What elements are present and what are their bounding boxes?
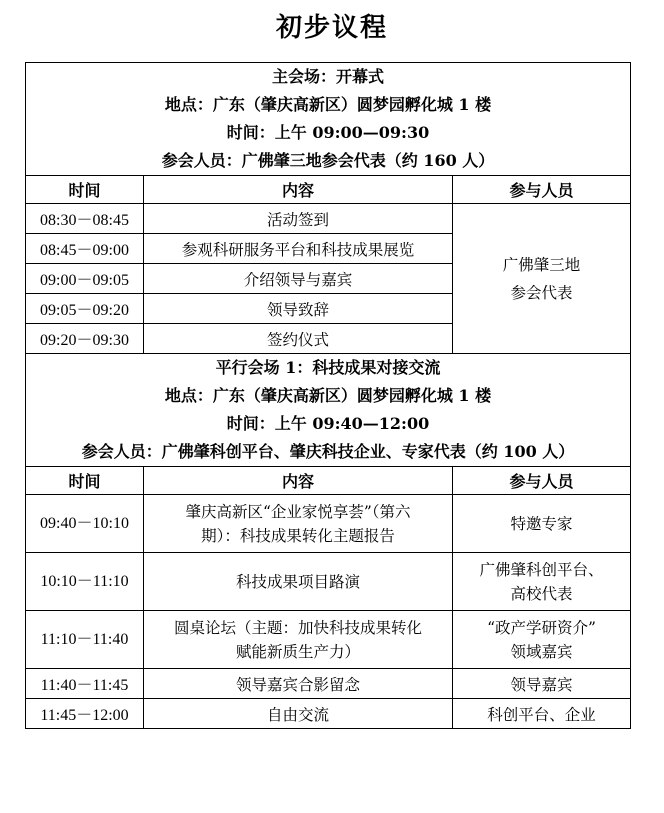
- participants-line: 参会代表: [510, 283, 573, 302]
- row-participants: [453, 611, 631, 669]
- row-time: 11:40－11:45: [26, 669, 144, 699]
- row-participants: 特邀专家: [453, 495, 631, 553]
- session-1-time: 时间：上午 09:00—09:30: [226, 123, 430, 142]
- row-participants: 领导嘉宾: [453, 669, 631, 699]
- row-participants: 科创平台、企业: [453, 699, 631, 729]
- content-line: 圆桌论坛（主题：加快科技成果转化: [173, 618, 422, 637]
- session-1-name: 主会场：开幕式: [272, 67, 385, 86]
- table-row: [26, 699, 631, 729]
- participants-line: 广佛肇三地: [502, 255, 581, 274]
- row-time: 09:40－10:10: [26, 495, 144, 553]
- column-participants: 参与人员: [453, 467, 631, 495]
- row-content: 科技成果项目路演: [144, 553, 453, 611]
- row-content: 领导致辞: [144, 294, 453, 324]
- table-row: [26, 611, 631, 669]
- table-row: [26, 495, 631, 553]
- participants-line: 广佛肇科创平台、: [479, 560, 604, 579]
- session-1-location: 地点：广东（肇庆高新区）圆梦园孵化城 1 楼: [164, 95, 492, 114]
- row-time: 11:45－12:00: [26, 699, 144, 729]
- table-row: [26, 204, 631, 234]
- row-content: 自由交流: [144, 699, 453, 729]
- row-content: 活动签到: [144, 204, 453, 234]
- session-2-header: [26, 354, 631, 467]
- row-content: 领导嘉宾合影留念: [144, 669, 453, 699]
- row-time: 09:00－09:05: [26, 264, 144, 294]
- session-2-time: 时间：上午 09:40—12:00: [226, 414, 430, 433]
- participants-line: 高校代表: [510, 584, 573, 603]
- row-content: 参观科研服务平台和科技成果展览: [144, 234, 453, 264]
- participants-line: 领域嘉宾: [510, 642, 573, 661]
- content-line: 肇庆高新区“企业家悦享荟”（第六: [185, 502, 411, 521]
- row-time: 10:10－11:10: [26, 553, 144, 611]
- row-content: 介绍领导与嘉宾: [144, 264, 453, 294]
- session-2-column-header: [26, 467, 631, 495]
- table-row: [26, 553, 631, 611]
- row-time: 08:45－09:00: [26, 234, 144, 264]
- column-participants: 参与人员: [453, 176, 631, 204]
- row-content: [144, 611, 453, 669]
- table-row: [26, 669, 631, 699]
- row-content: 签约仪式: [144, 324, 453, 354]
- page-title: 初步议程: [275, 13, 388, 43]
- column-time: 时间: [26, 176, 144, 204]
- session-2-attendees: 参会人员：广佛肇科创平台、肇庆科技企业、专家代表（约 100 人）: [81, 442, 575, 461]
- row-time: 09:20－09:30: [26, 324, 144, 354]
- session-2-location: 地点：广东（肇庆高新区）圆梦园孵化城 1 楼: [164, 386, 492, 405]
- row-participants: [453, 204, 631, 354]
- agenda-table: [25, 62, 631, 729]
- content-line: 期）：科技成果转化主题报告: [201, 526, 395, 545]
- column-content: 内容: [144, 176, 453, 204]
- participants-line: “政产学研资介”: [487, 618, 596, 637]
- row-participants: [453, 553, 631, 611]
- session-1-attendees: 参会人员：广佛肇三地参会代表（约 160 人）: [161, 151, 495, 170]
- column-content: 内容: [144, 467, 453, 495]
- content-line: 赋能新质生产力）: [235, 642, 360, 661]
- row-time: 08:30－08:45: [26, 204, 144, 234]
- row-time: 09:05－09:20: [26, 294, 144, 324]
- session-1-header: [26, 63, 631, 176]
- column-time: 时间: [26, 467, 144, 495]
- row-content: [144, 495, 453, 553]
- session-1-column-header: [26, 176, 631, 204]
- session-2-name: 平行会场 1：科技成果对接交流: [215, 358, 441, 377]
- row-time: 11:10－11:40: [26, 611, 144, 669]
